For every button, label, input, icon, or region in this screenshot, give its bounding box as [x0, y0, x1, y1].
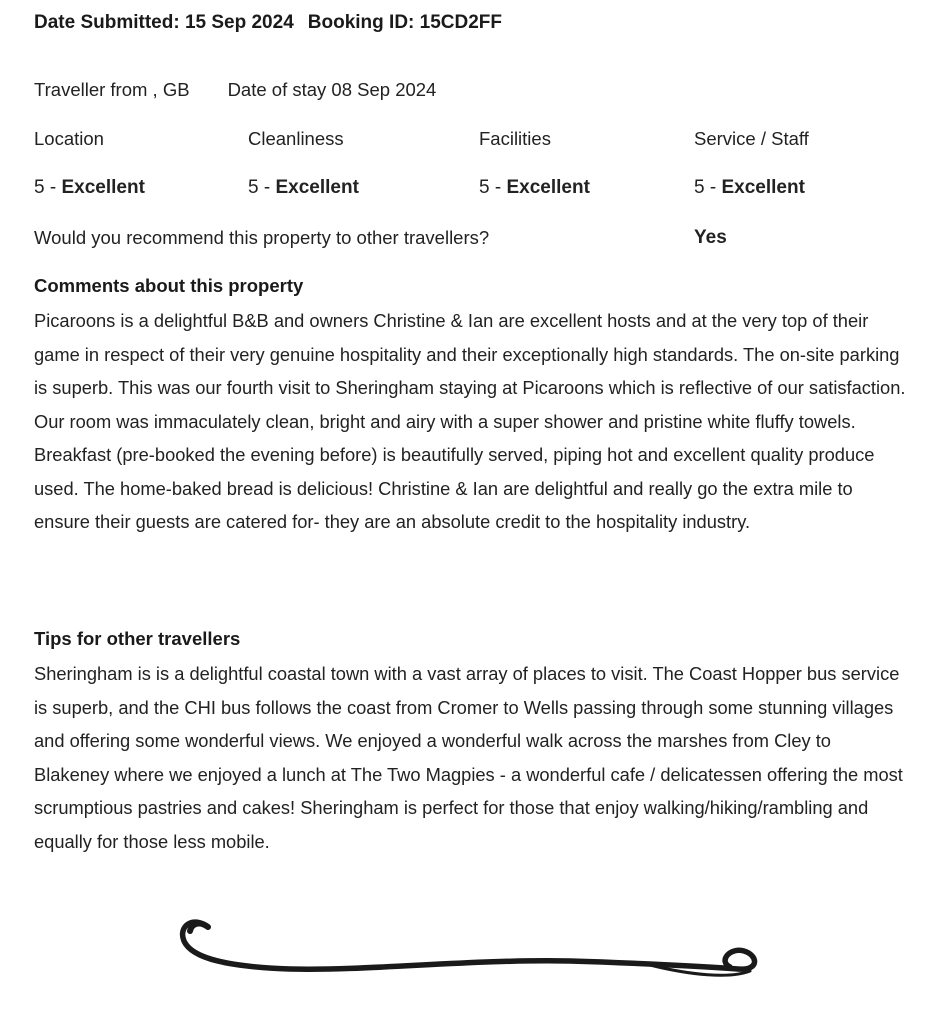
rating-score: 5: [34, 177, 45, 198]
recommend-question: Would you recommend this property to other travellers?: [34, 227, 490, 248]
recommend-answer: Yes: [694, 227, 727, 248]
rating-label: Cleanliness: [248, 128, 344, 149]
tips-section: [34, 627, 914, 858]
rating-text: Excellent: [721, 177, 805, 198]
rating-text: Excellent: [275, 177, 359, 198]
rating-label: Service / Staff: [694, 128, 809, 149]
rating-value: 5 - Excellent: [694, 177, 805, 198]
rating-location: [34, 127, 145, 200]
swirl-divider-icon: [170, 905, 770, 995]
rating-value: 5 - Excellent: [248, 177, 359, 198]
comments-heading: Comments about this property: [34, 275, 304, 296]
review-header: [34, 12, 502, 34]
rating-value: 5 - Excellent: [34, 177, 145, 198]
comments-body: Picaroons is a delightful B&B and owners Christine & Ian are excellent hosts and at the very top of their game in respect of their very genuine hospitality and their exceptionally high standards. The on-site parking is superb. This was our fourth visit to Sheringham staying at Picaroons which is reflective of our satisfaction. Our room was immaculately clean, bright and airy with a super shower and pristine white fluffy towels. Breakfast (pre-booked the evening before) is beautifully served, piping hot and excellent quality produce used. The home-baked bread is delicious! Christine & Ian are delightful and really go the extra mile to ensure their guests are catered for- they are an absolute credit to the hospitality industry.: [34, 310, 906, 532]
date-submitted: Date Submitted: 15 Sep 2024: [34, 12, 294, 33]
rating-label: Location: [34, 128, 104, 149]
rating-service-staff: [694, 127, 809, 200]
recommend-row: [34, 226, 914, 250]
rating-cleanliness: [248, 127, 359, 200]
rating-score: 5: [248, 177, 259, 198]
tips-body: Sheringham is is a delightful coastal town with a vast array of places to visit. The Coast Hopper bus service is superb, and the CHI bus follows the coast from Cromer to Wells passing through some stunning villages and offering some wonderful views. We enjoyed a wonderful walk across the marshes from Cley to Blakeney where we enjoyed a lunch at The Two Magpies - a wonderful cafe / delicatessen offering the most scrumptious pastries and cakes! Sheringham is perfect for those that enjoy walking/hiking/rambling and equally for those less mobile.: [34, 663, 903, 852]
comments-section: [34, 274, 914, 539]
traveller-meta: [34, 79, 436, 101]
rating-label: Facilities: [479, 128, 551, 149]
rating-text: Excellent: [61, 177, 145, 198]
rating-score: 5: [694, 177, 705, 198]
date-of-stay: Date of stay 08 Sep 2024: [227, 79, 437, 100]
rating-facilities: [479, 127, 590, 200]
rating-score: 5: [479, 177, 490, 198]
traveller-origin: Traveller from , GB: [34, 79, 190, 100]
booking-id: Booking ID: 15CD2FF: [307, 12, 502, 33]
tips-heading: Tips for other travellers: [34, 628, 241, 649]
rating-text: Excellent: [506, 177, 590, 198]
rating-value: 5 - Excellent: [479, 177, 590, 198]
